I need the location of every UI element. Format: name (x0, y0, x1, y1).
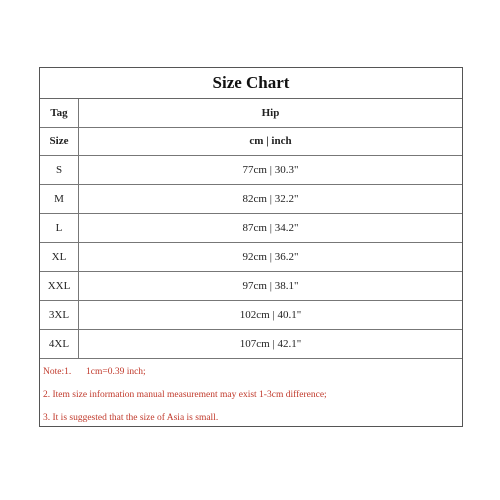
value-cell: 87cm | 34.2" (79, 213, 463, 242)
value-cell: 82cm | 32.2" (79, 184, 463, 213)
size-table (40, 99, 462, 359)
value-cell: 97cm | 38.1" (79, 271, 463, 300)
value-cell: 107cm | 42.1" (79, 329, 463, 358)
note-2: 2. Item size information manual measurement may exist 1-3cm difference; (43, 389, 327, 400)
size-cell: 3XL (40, 300, 79, 329)
chart-title: Size Chart (40, 68, 462, 99)
table-row (40, 329, 462, 358)
table-row (40, 300, 462, 329)
value-cell: 77cm | 30.3" (79, 155, 463, 184)
table-row (40, 184, 462, 213)
size-chart (39, 67, 463, 427)
note-1 (43, 361, 459, 384)
table-row (40, 213, 462, 242)
unit-header: cm | inch (79, 127, 463, 155)
size-cell: M (40, 184, 79, 213)
size-cell: L (40, 213, 79, 242)
value-cell: 102cm | 40.1" (79, 300, 463, 329)
note-1-prefix: Note:1. (43, 366, 72, 377)
table-row (40, 155, 462, 184)
notes-section (40, 359, 462, 432)
size-cell: XXL (40, 271, 79, 300)
tag-header-line2: Size (40, 127, 79, 155)
tag-header-line1: Tag (40, 99, 79, 127)
measure-header: Hip (79, 99, 463, 127)
header-row-measure (40, 99, 462, 127)
size-cell: S (40, 155, 79, 184)
value-cell: 92cm | 36.2" (79, 242, 463, 271)
size-cell: 4XL (40, 329, 79, 358)
table-row (40, 242, 462, 271)
size-cell: XL (40, 242, 79, 271)
note-3: 3. It is suggested that the size of Asia is small. (43, 412, 219, 423)
note-1-text: 1cm=0.39 inch; (85, 366, 146, 377)
header-row-unit (40, 127, 462, 155)
table-row (40, 271, 462, 300)
